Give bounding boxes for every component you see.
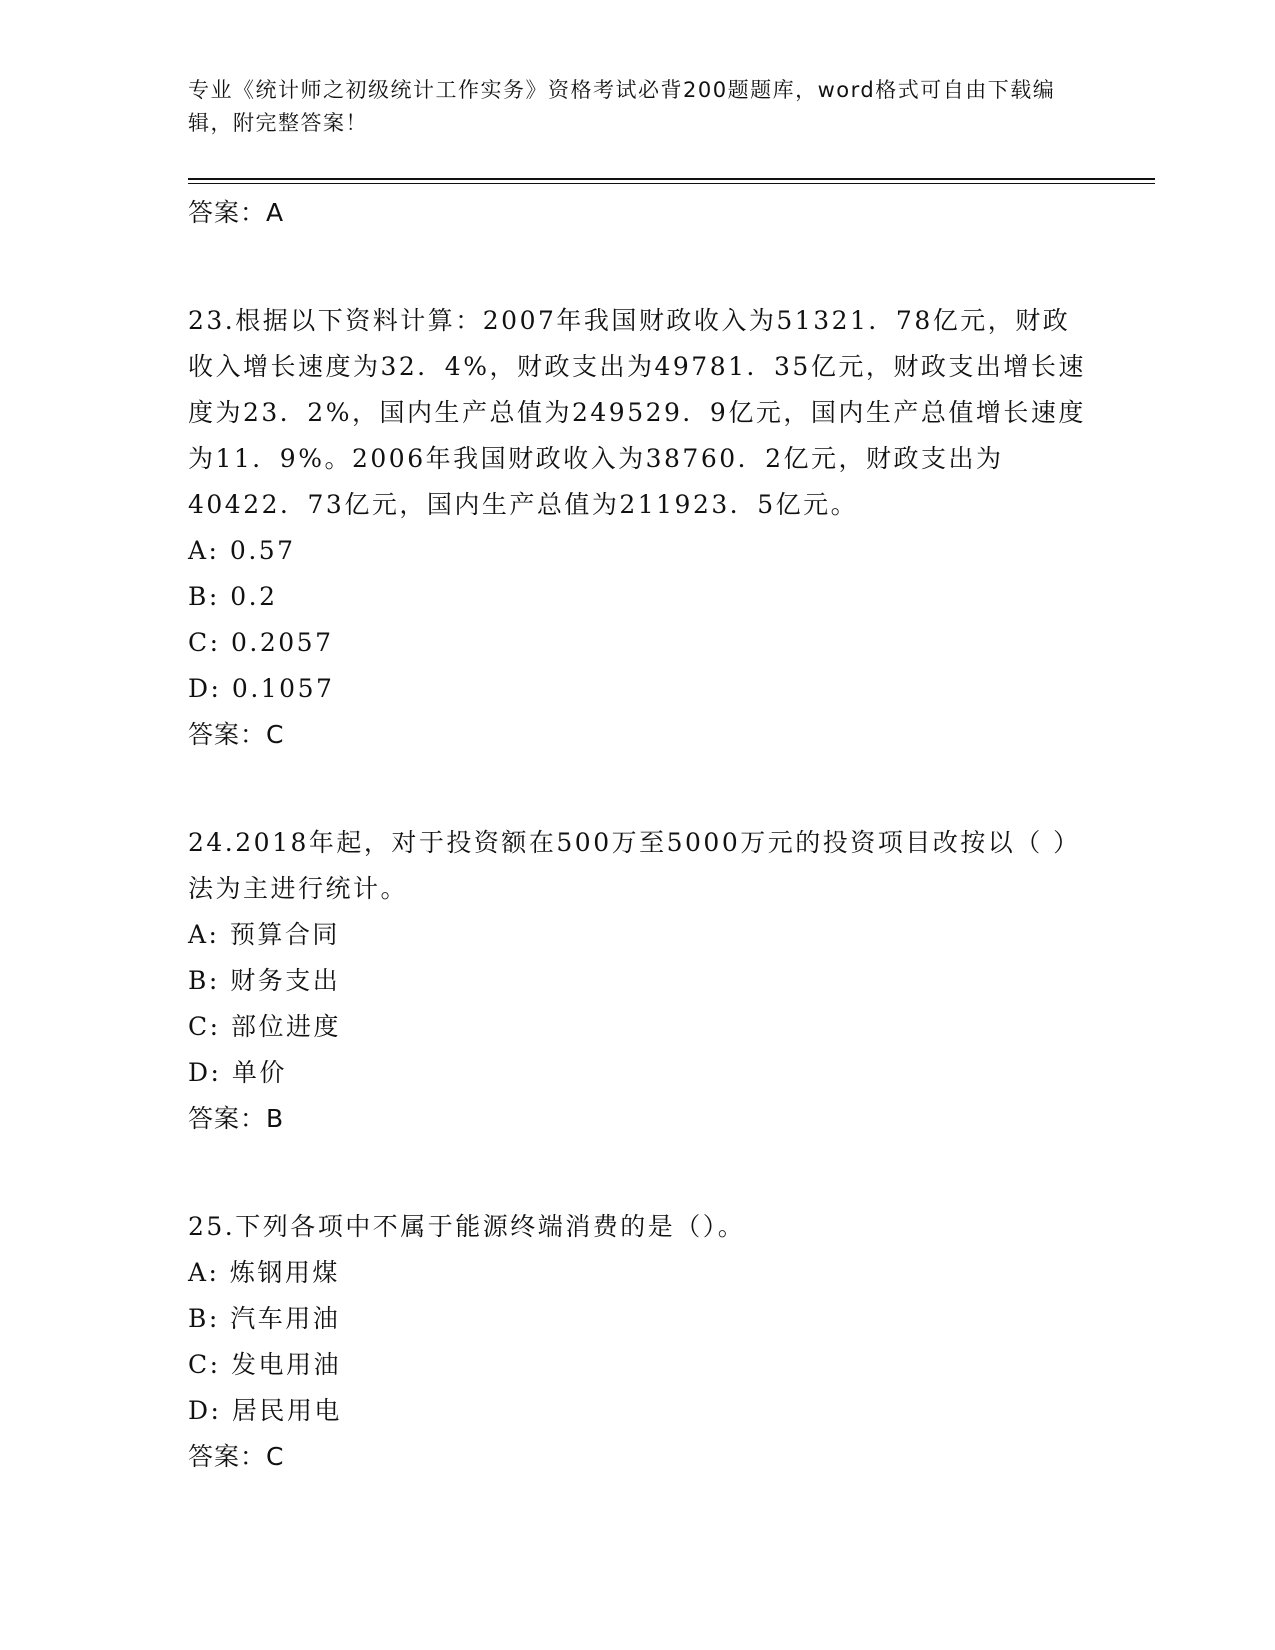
option-b: B: 财务支出 [188,966,341,995]
option-d: D: 居民用电 [188,1396,342,1425]
option-c: C: 0.2057 [188,628,334,657]
question-text: 24.2018年起，对于投资额在500万至5000万元的投资项目改按以（ ）法为主进行统计。 [188,828,1081,903]
question-text: 23.根据以下资料计算：2007年我国财政收入为51321．78亿元，财政收入增长速度为32．4%，财政支出为49781．35亿元，财政支出增长速度为23．2%，国内生产总值为249529．9亿元，国内生产总值增长速度为11．9%。2006年我国财政收入为38760．2亿元，财政支出为40422．73亿元，国内生产总值为211923．5亿元。 [188,306,1086,519]
question-text: 25.下列各项中不属于能源终端消费的是（）。 [188,1212,746,1241]
question-answer: 答案：C [188,720,285,749]
question-block [188,820,1088,1142]
header-rule-thin [188,183,1155,184]
option-d: D: 单价 [188,1058,287,1087]
option-a: A: 预算合同 [188,920,340,949]
question-answer: 答案：B [188,1104,285,1133]
option-b: B: 0.2 [188,582,278,611]
question-block [188,298,1088,758]
question-answer: 答案：C [188,1442,285,1471]
option-a: A: 炼钢用煤 [188,1258,340,1287]
option-c: C: 部位进度 [188,1012,341,1041]
option-c: C: 发电用油 [188,1350,341,1379]
spacer [188,758,1088,820]
header-rule-thick [188,178,1155,180]
option-b: B: 汽车用油 [188,1304,341,1333]
option-a: A: 0.57 [188,536,296,565]
previous-answer: 答案：A [188,198,285,227]
document-header-title: 专业《统计师之初级统计工作实务》资格考试必背200题题库，word格式可自由下载编辑，附完整答案！ [188,78,1056,135]
question-list [188,190,1088,1480]
spacer [188,236,1088,298]
question-block [188,1204,1088,1480]
option-d: D: 0.1057 [188,674,335,703]
spacer [188,1142,1088,1204]
